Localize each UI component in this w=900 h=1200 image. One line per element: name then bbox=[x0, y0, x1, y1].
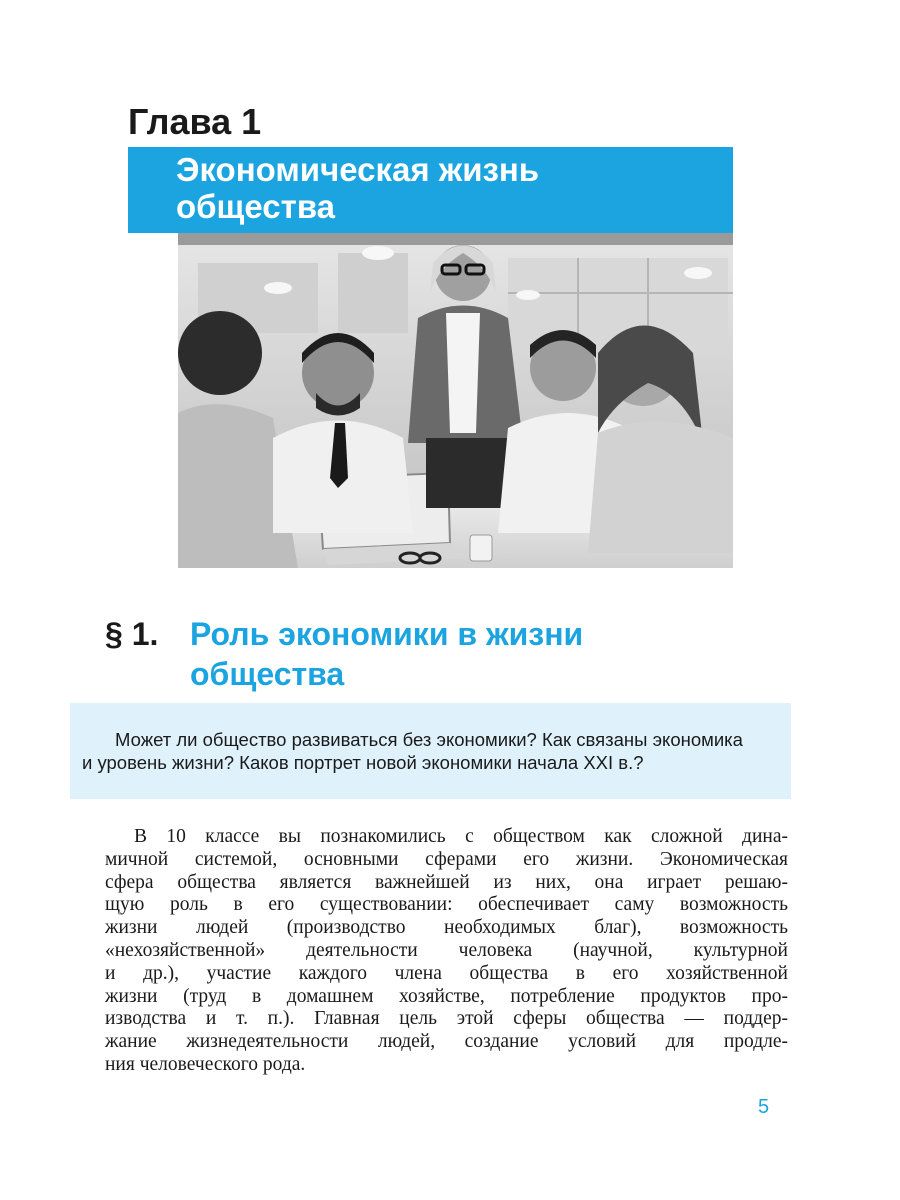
paragraph-line: жание жизнедеятельности людей, создание условий для продле- bbox=[105, 1031, 788, 1053]
section-number: § 1. bbox=[105, 616, 159, 652]
paragraph-line: жизни людей (производство необходимых благ), возможность bbox=[105, 917, 788, 939]
chapter-title-banner bbox=[128, 147, 733, 233]
paragraph-line: изводства и т. п.). Главная цель этой сферы общества — поддер- bbox=[105, 1008, 788, 1030]
paragraph-line: В 10 классе вы познакомились с обществом как сложной дина- bbox=[134, 826, 788, 847]
chapter-title: Экономическая жизнь общества bbox=[176, 151, 540, 225]
section-title: Роль экономики в жизни общества bbox=[190, 616, 584, 692]
chapter-label: Глава 1 bbox=[128, 101, 262, 142]
question-line: Может ли общество развиваться без экономики? Как связаны экономика bbox=[115, 729, 743, 750]
chapter-photo bbox=[178, 233, 733, 568]
paragraph-line: жизни (труд в домашнем хозяйстве, потребление продуктов про- bbox=[105, 985, 788, 1007]
paragraph-line: и др.), участие каждого члена общества в его хозяйственной bbox=[105, 962, 788, 984]
paragraph-line: сфера общества является важнейшей из них, она играет решаю- bbox=[105, 871, 788, 893]
paragraph-line: щую роль в его существовании: обеспечивает саму возможность bbox=[105, 894, 788, 916]
introductory-questions-box bbox=[70, 703, 791, 799]
business-meeting-illustration bbox=[178, 233, 733, 568]
body-paragraph bbox=[105, 826, 788, 1077]
page-number: 5 bbox=[758, 1096, 770, 1118]
paragraph-line: «нехозяйственной» деятельности человека (научной, культурной bbox=[105, 939, 788, 961]
paragraph-line: мичной системой, основными сферами его жизни. Экономическая bbox=[105, 848, 788, 870]
paragraph-line: ния человеческого рода. bbox=[105, 1053, 306, 1075]
question-line: и уровень жизни? Каков портрет новой экономики начала XXI в.? bbox=[82, 752, 644, 773]
